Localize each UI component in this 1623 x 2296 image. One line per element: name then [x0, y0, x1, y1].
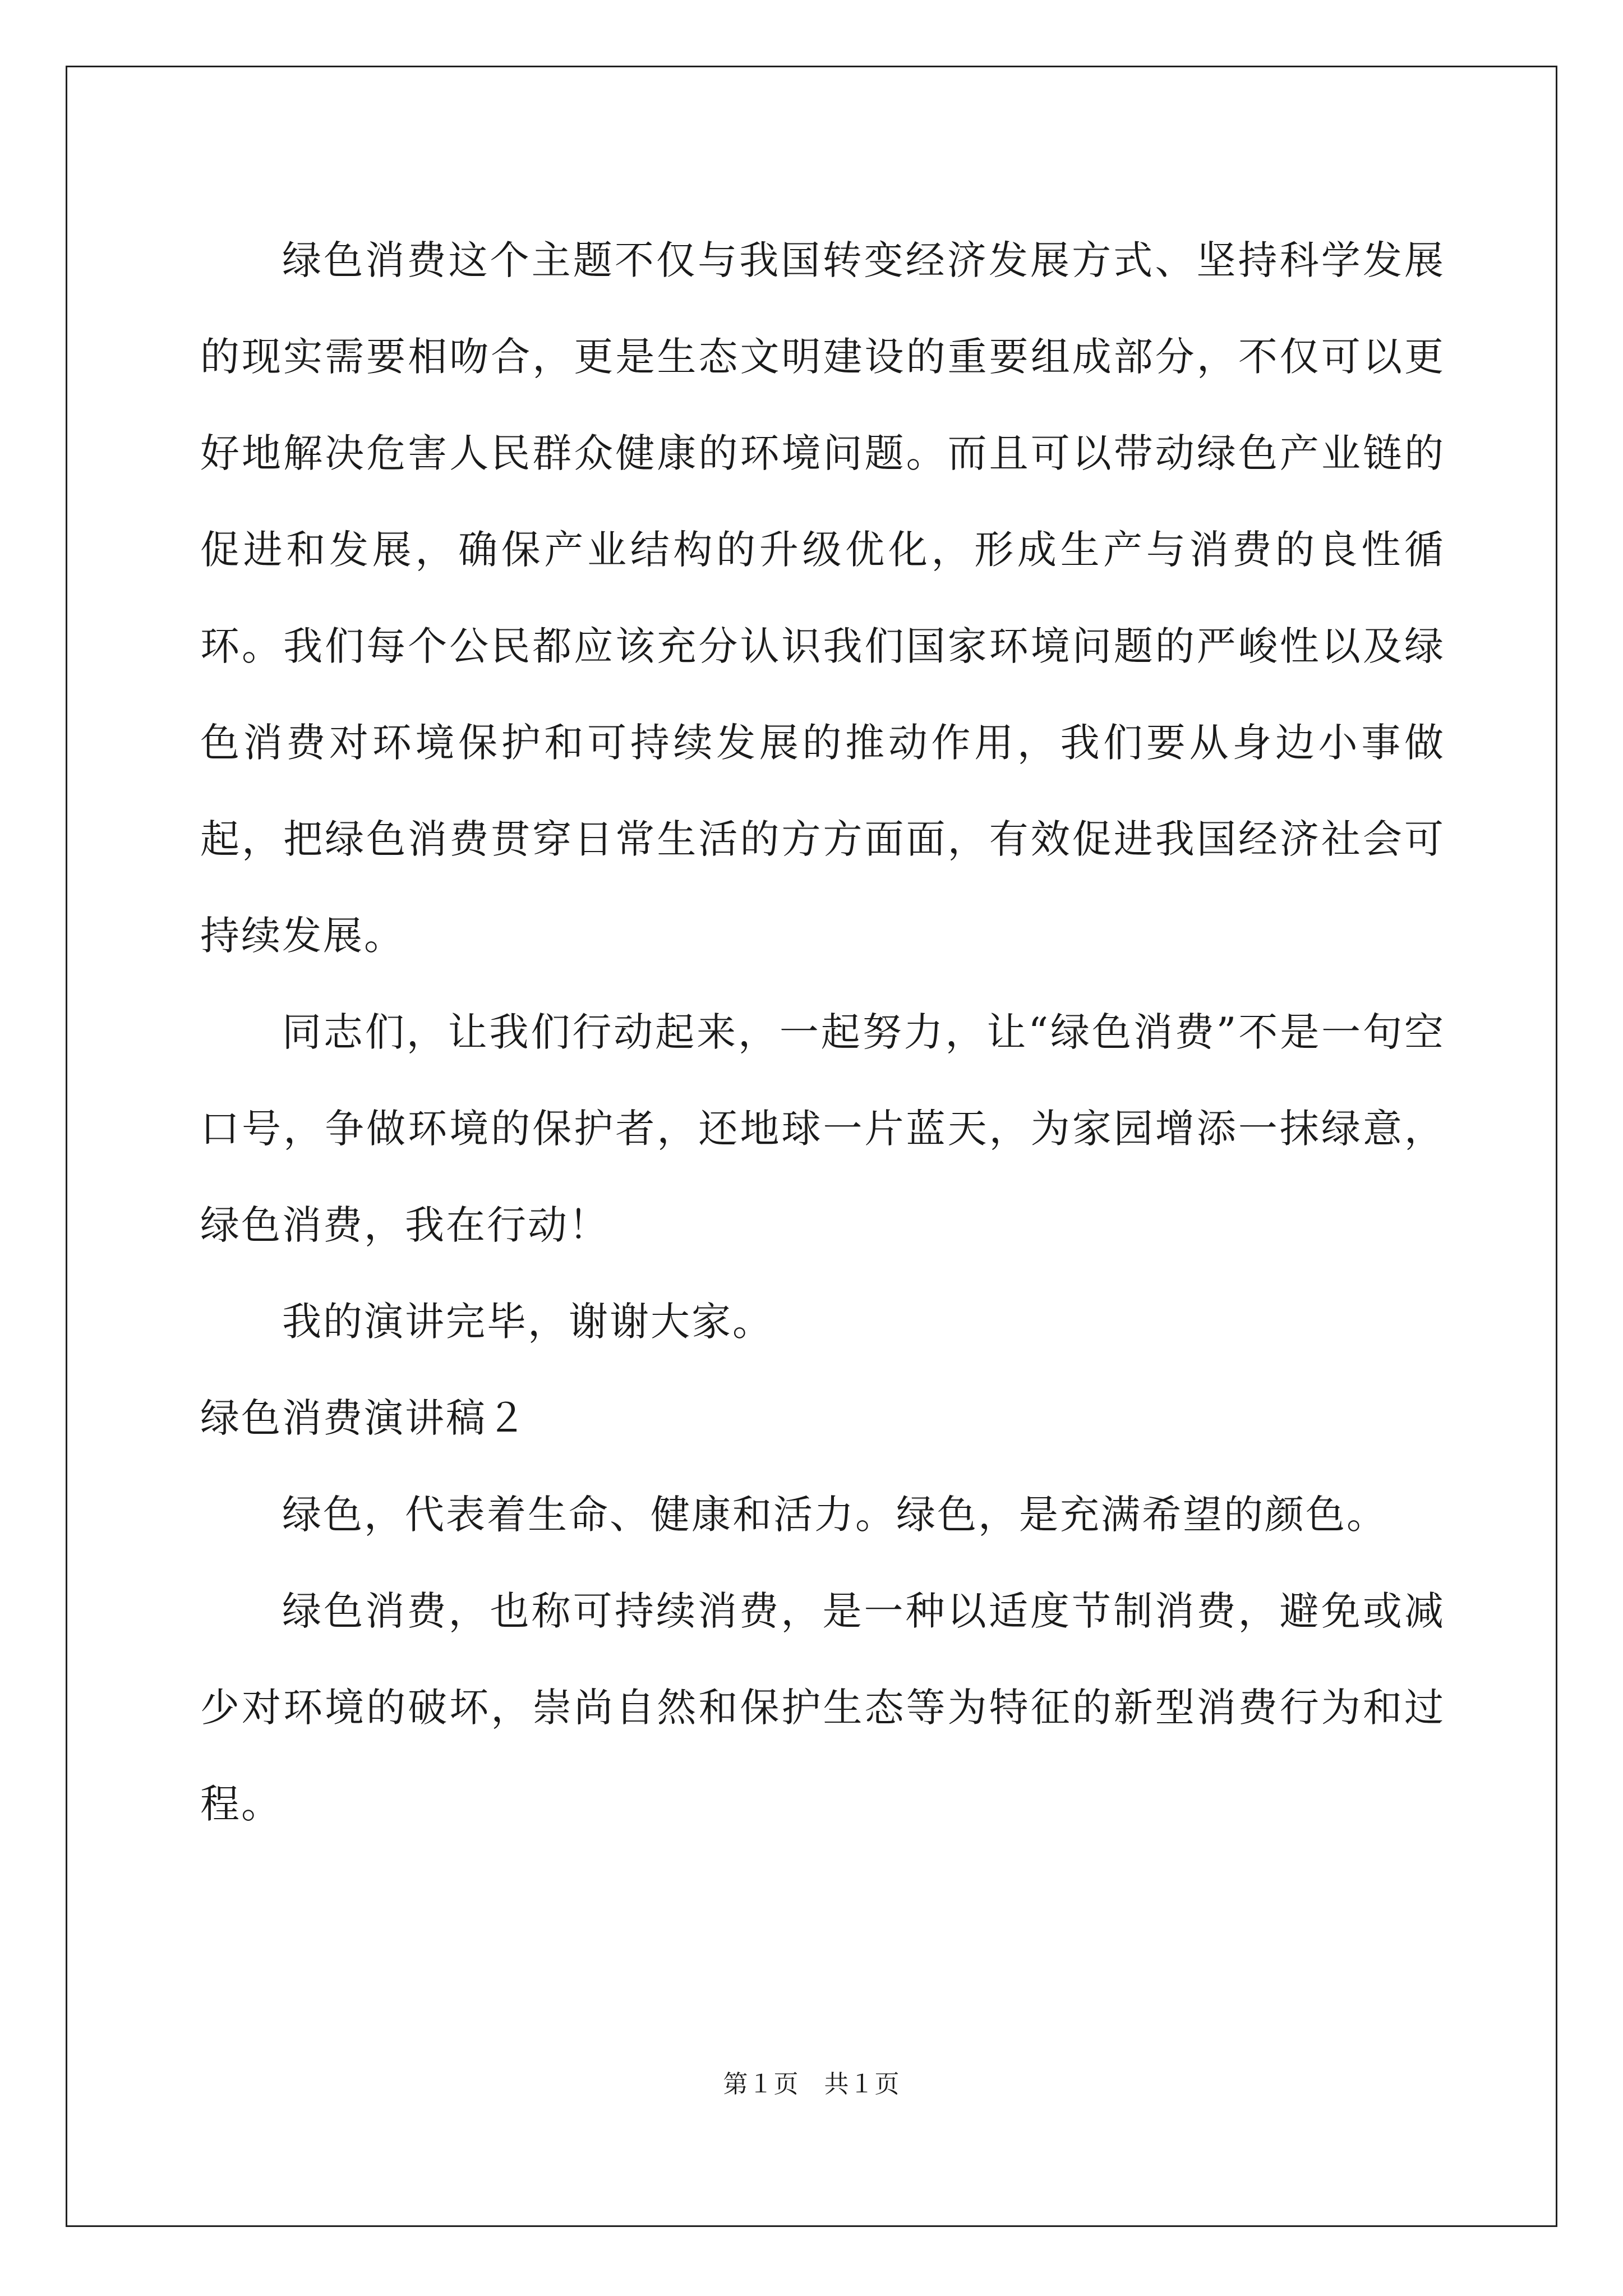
paragraph-3: 我的演讲完毕，谢谢大家。 — [282, 1299, 773, 1345]
page-footer: 第１页 共１页 — [723, 2070, 900, 2099]
paragraph-2: 同志们，让我们行动起来，一起努力，让“绿色消费”不是一句空口号，争做环境的保护者，还地球一片蓝天，为家园增添一抹绿意，绿色消费，我在行动！ — [200, 1009, 1445, 1248]
paragraph-5: 绿色消费，也称可持续消费，是一种以适度节制消费，避免或减少对环境的破坏，崇尚自然和保护生态等为特征的新型消费行为和过程。 — [200, 1588, 1445, 1827]
paragraph-4: 绿色，代表着生命、健康和活力。绿色，是充满希望的颜色。 — [282, 1492, 1387, 1538]
document-body — [200, 212, 1445, 1852]
section-heading: 绿色消费演讲稿２ — [200, 1395, 528, 1441]
paragraph-1: 绿色消费这个主题不仅与我国转变经济发展方式、坚持科学发展的现实需要相吻合，更是生态文明建设的重要组成部分，不仅可以更好地解决危害人民群众健康的环境问题。而且可以带动绿色产业链的促进和发展，确保产业结构的升级优化，形成生产与消费的良性循环。我们每个公民都应该充分认识我们国家环境问题的严峻性以及绿色消费对环境保护和可持续发展的推动作用，我们要从身边小事做起，把绿色消费贯穿日常生活的方方面面，有效促进我国经济社会可持续发展。 — [200, 237, 1445, 959]
